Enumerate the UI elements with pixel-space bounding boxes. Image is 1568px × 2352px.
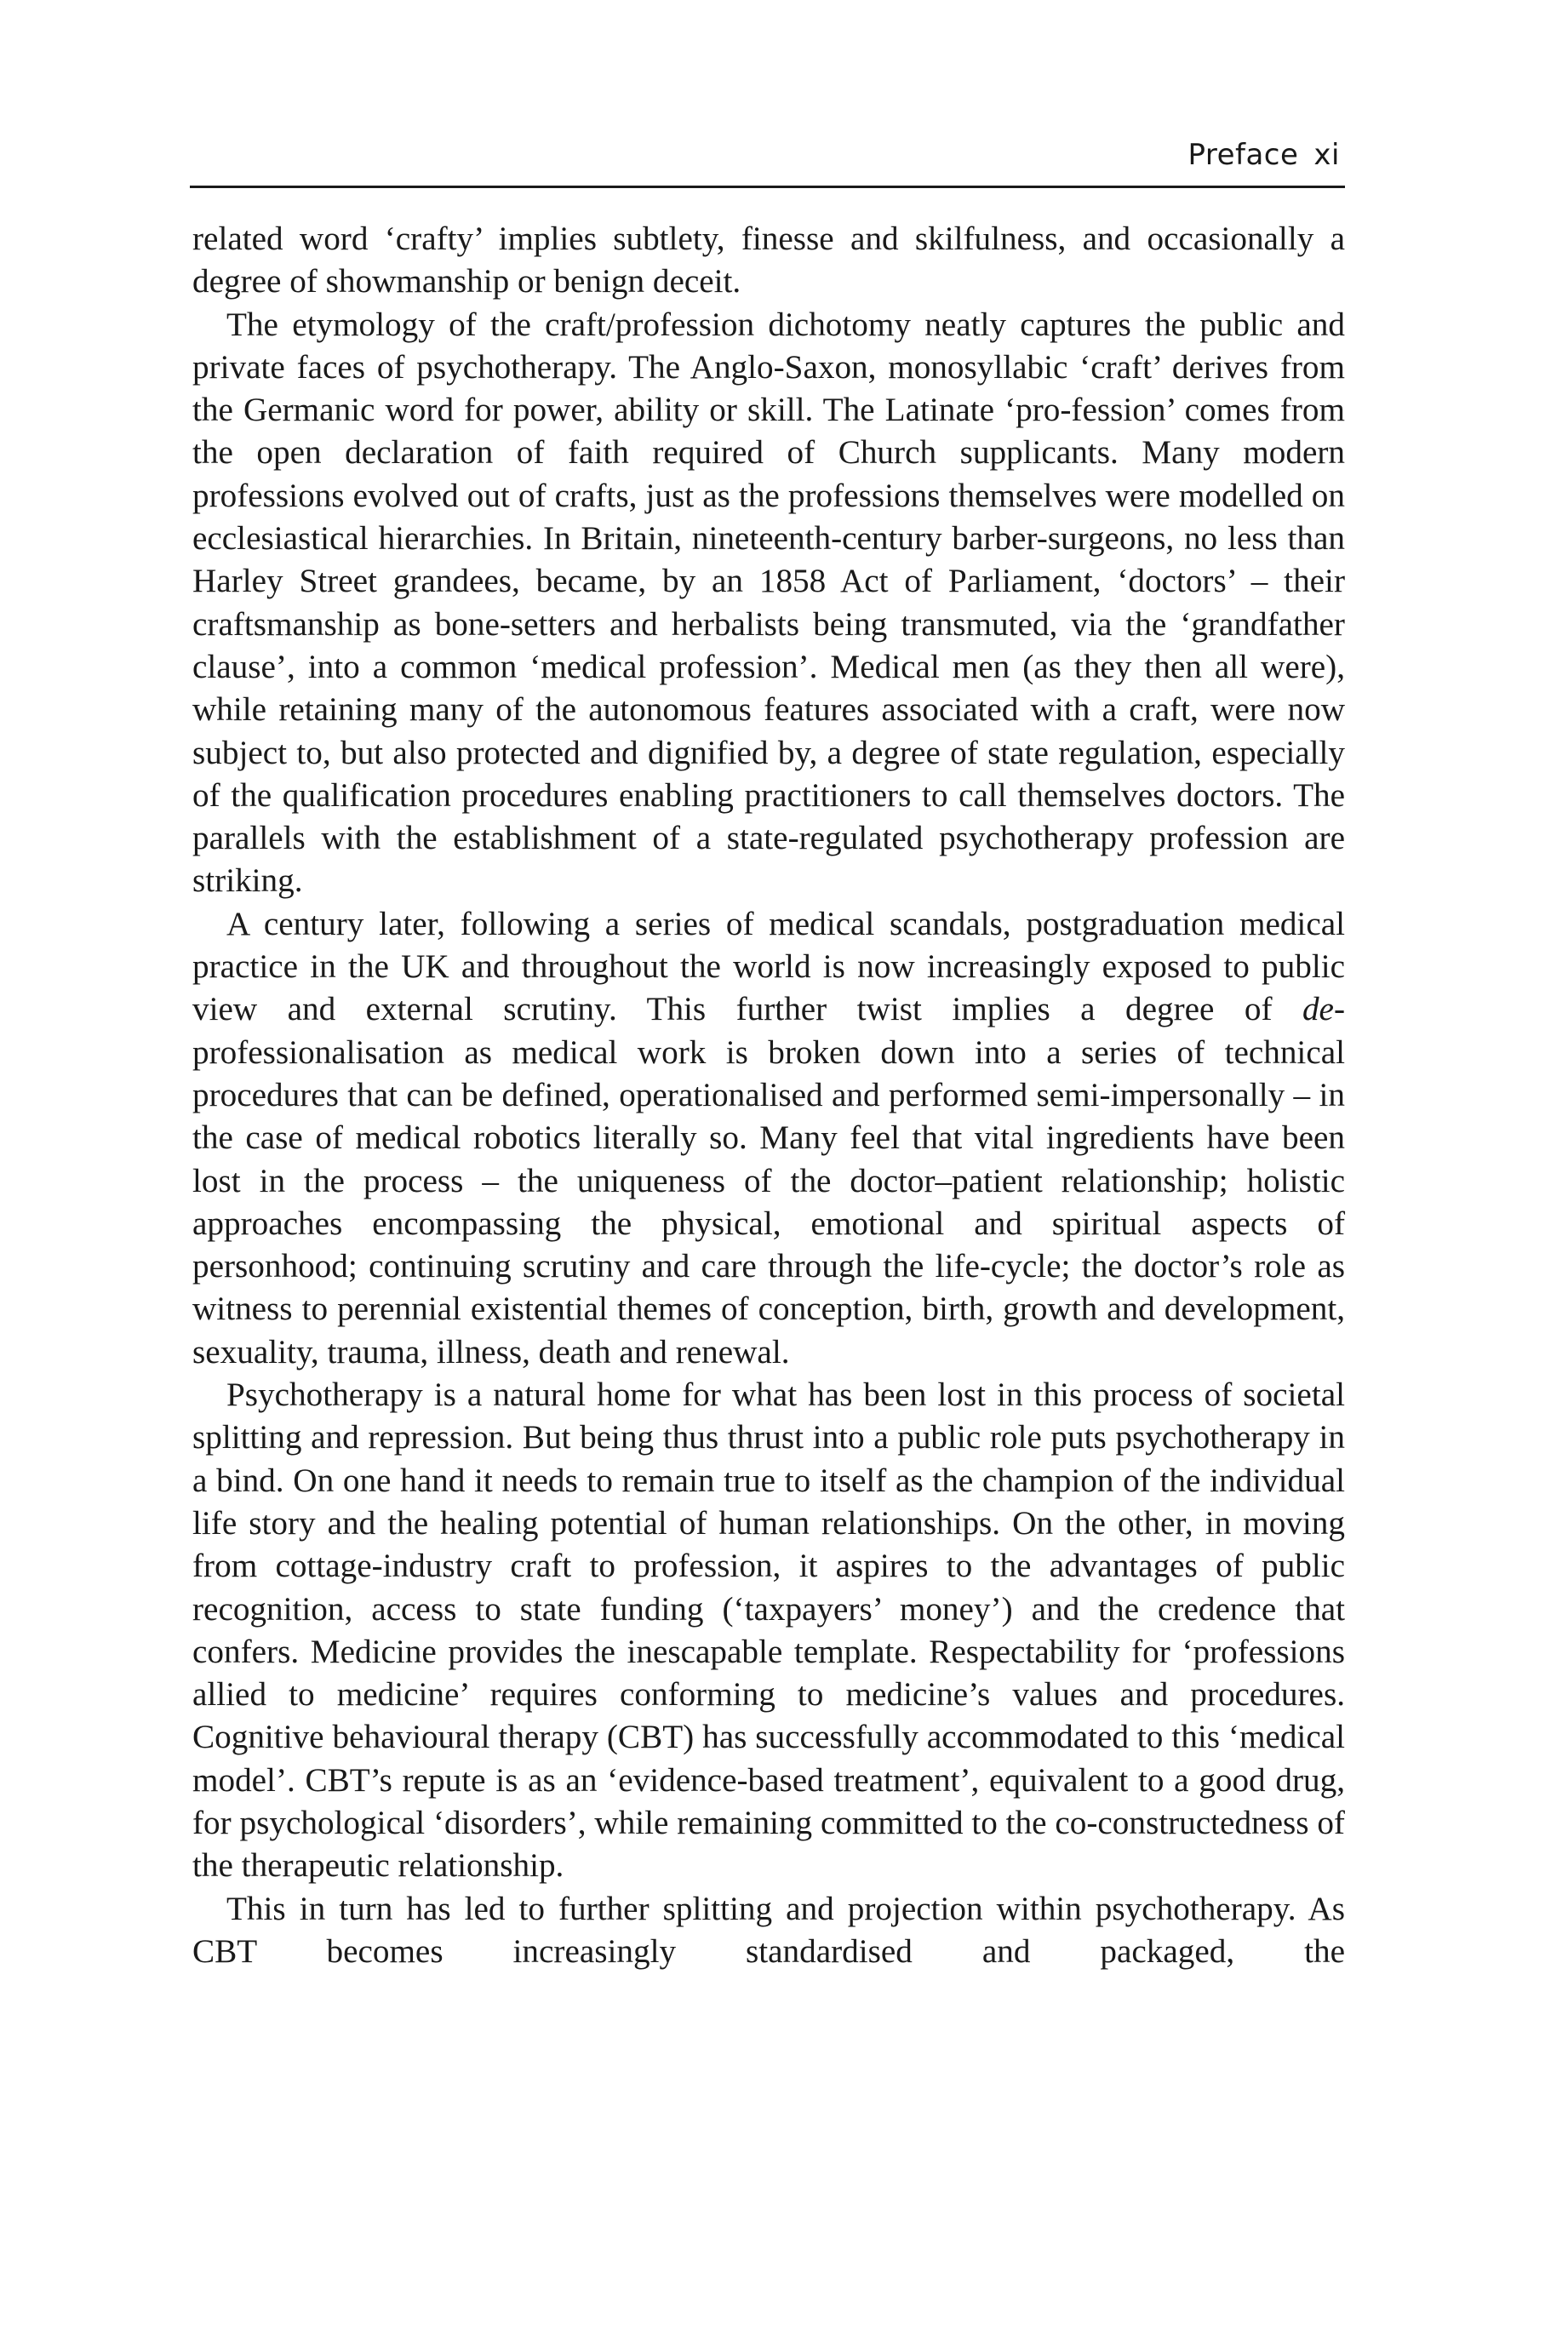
paragraph-text-segment: A century later, following a series of medical scandals, postgraduation medical practice in the UK and throughout the world is now increasingly exposed to public view and external scrutiny. This further twist implies a degree of xyxy=(192,905,1345,1028)
paragraph-continued: related word ‘crafty’ implies subtlety, finesse and skilfulness, and occasionally a degree of showmanship or benign deceit. xyxy=(192,220,1345,300)
paragraph-psychotherapy-home: Psychotherapy is a natural home for what has been lost in this process of societal splitting and repression. But being thus thrust into a public role puts psychotherapy in a bind. On one hand it needs to remain true to itself as the champion of the individual life story and the healing potential of human relationships. On the other, in moving from cottage-industry craft to profession, it aspires to the advantages of public recognition, access to state funding (‘taxpayers’ money’) and the credence that confers. Medicine provides the inescapable template. Respectability for ‘professions allied to medicine’ requires conforming to medicine’s values and procedures. Cognitive behavioural therapy (CBT) has successfully accommodated to this ‘medical model’. CBT’s repute is as an ‘evidence-based treatment’, equivalent to a good drug, for psychological ‘disorders’, while remaining committed to the co-constructedness of the therapeutic relationship. xyxy=(192,1376,1345,1885)
running-head xyxy=(190,134,1345,188)
paragraph-century-later xyxy=(192,903,1345,1374)
page-number: xi xyxy=(1313,138,1340,172)
paragraph-text-segment: -professionalisation as medical work is broken down into a series of technical procedures that can be defined, operationalised and performed semi-impersonally – in the case of medical robotics literally so. Many feel that vital ingredients have been lost in the process – the uniqueness of the doctor–patient relationship; holistic approaches encompassing the physical, emotional and spiritual aspects of personhood; continuing scrutiny and care through the life-cycle; the doctor’s role as witness to perennial existential themes of conception, birth, growth and development, sexuality, trauma, illness, death and renewal. xyxy=(192,991,1345,1371)
body-text xyxy=(192,218,1345,1973)
running-head-title: Preface xyxy=(1187,138,1299,172)
running-head-text xyxy=(1187,138,1340,172)
paragraph-etymology: The etymology of the craft/profession dichotomy neatly captures the public and private faces of psychotherapy. The Anglo-Saxon, monosyllabic ‘craft’ derives from the Germanic word for power, ability or skill. The Latinate ‘pro-fession’ comes from the open declaration of faith required of Church supplicants. Many modern professions evolved out of crafts, just as the professions themselves were modelled on ecclesiastical hierarchies. In Britain, nineteenth-century barber-surgeons, no less than Harley Street grandees, became, by an 1858 Act of Parliament, ‘doctors’ – their craftsmanship as bone-setters and herbalists being transmuted, via the ‘grandfather clause’, into a common ‘medical profession’. Medical men (as they then all were), while retaining many of the autonomous features associated with a craft, were now subject to, but also protected and dignified by, a degree of state regulation, especially of the qualification procedures enabling practitioners to call themselves doctors. The parallels with the establishment of a state-regulated psychotherapy profession are striking. xyxy=(192,306,1345,900)
paragraph-further-splitting: This in turn has led to further splitting and projection within psychotherapy. As CBT becomes increasingly standardised and packaged, the xyxy=(192,1890,1345,1970)
italic-emphasis: de xyxy=(1302,991,1334,1028)
